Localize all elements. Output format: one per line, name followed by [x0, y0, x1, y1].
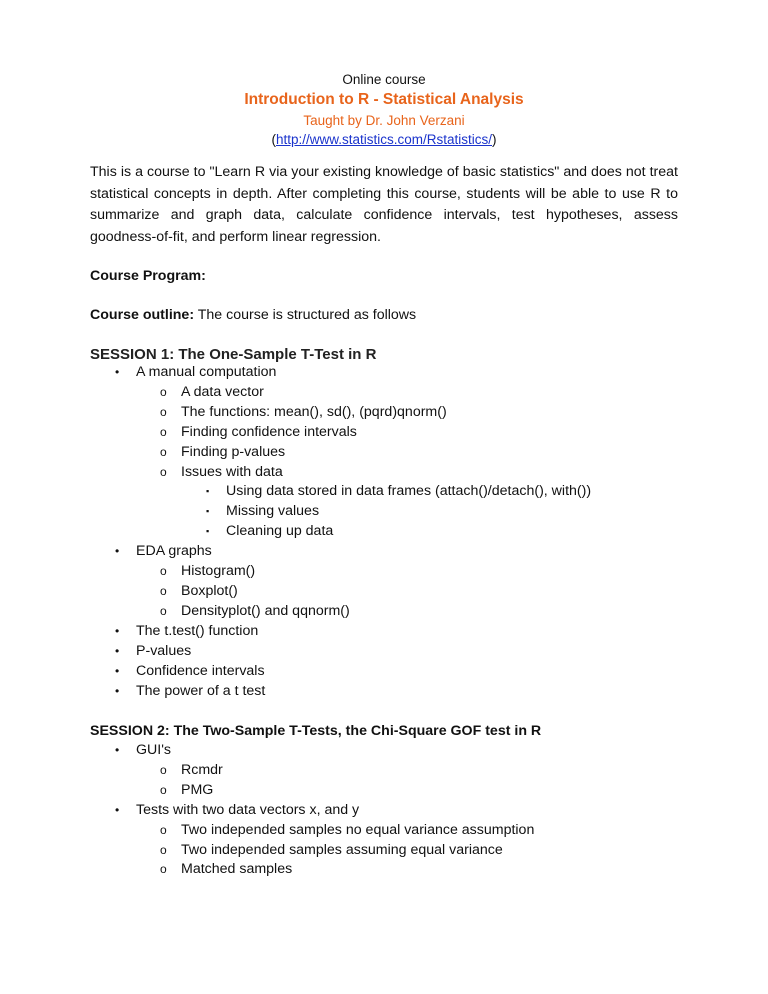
list-item-label: Finding p-values — [181, 443, 286, 460]
list-item — [136, 821, 690, 841]
program-heading: Course Program: — [90, 268, 206, 284]
list-item-label: Tests with two data vectors x, and y — [136, 801, 360, 818]
circle-bullet-icon: o — [160, 444, 167, 459]
outline-label: Course outline: — [90, 307, 195, 323]
list-item — [136, 602, 690, 622]
list-item-label: Rcmdr — [181, 761, 223, 778]
intro-paragraph: This is a course to "Learn R via your existing knowledge of basic statistics" and does not treat statistical concepts in depth. After completing this course, students will be able to use R to summarize and graph data, calculate confidence intervals, test hypotheses, assess goodness-of-fit, and perform linear regression. — [90, 164, 678, 245]
sublist — [136, 821, 690, 881]
circle-bullet-icon: o — [160, 603, 167, 618]
list-item — [90, 741, 690, 801]
circle-bullet-icon: o — [160, 782, 167, 797]
list-item — [136, 841, 690, 861]
list-item-label: Histogram() — [181, 563, 256, 580]
session2-topics — [90, 741, 690, 880]
list-item-label: The power of a t test — [136, 682, 266, 699]
square-bullet-icon: ▪ — [206, 486, 210, 497]
list-item — [136, 443, 690, 463]
list-item — [90, 682, 690, 702]
list-item-label: PMG — [181, 781, 214, 798]
list-item-label: EDA graphs — [136, 543, 212, 560]
session2-heading: SESSION 2: The Two-Sample T-Tests, the Chi-Square GOF test in R — [90, 723, 542, 739]
instructor-line: Taught by Dr. John Verzani — [303, 113, 465, 128]
course-url-link[interactable]: http://www.statistics.com/Rstatistics/ — [275, 132, 493, 147]
list-item-label: Boxplot() — [181, 582, 238, 599]
session1-heading: SESSION 1: The One-Sample T-Test in R — [90, 346, 377, 363]
header-kicker: Online course — [342, 72, 426, 87]
list-item — [136, 383, 690, 403]
bullet-icon: • — [115, 365, 120, 379]
list-item-label: Missing values — [226, 503, 320, 520]
course-title: Introduction to R - Statistical Analysis — [244, 91, 524, 108]
circle-bullet-icon: o — [160, 862, 167, 877]
url-open-paren: ( — [271, 132, 276, 147]
list-item — [90, 642, 690, 662]
bullet-icon: • — [115, 743, 120, 757]
list-item — [136, 582, 690, 602]
list-item-label: Cleaning up data — [226, 523, 334, 540]
list-item-label: A data vector — [181, 383, 264, 400]
list-item — [181, 522, 690, 542]
list-item-label: Finding confidence intervals — [181, 423, 357, 440]
list-item — [136, 860, 690, 880]
url-close-paren: ) — [492, 132, 497, 147]
sublist — [136, 383, 690, 542]
list-item — [90, 363, 690, 542]
session1-topics — [90, 363, 690, 701]
circle-bullet-icon: o — [160, 384, 167, 399]
circle-bullet-icon: o — [160, 404, 167, 419]
bullet-icon: • — [115, 802, 120, 817]
bullet-icon: • — [115, 663, 120, 678]
list-item — [181, 502, 690, 522]
list-item — [90, 622, 690, 642]
circle-bullet-icon: o — [160, 822, 167, 837]
bullet-icon: • — [115, 544, 120, 559]
circle-bullet-icon: o — [160, 564, 167, 579]
list-item-label: The functions: mean(), sd(), (pqrd)qnorm() — [181, 403, 447, 420]
list-item — [90, 542, 690, 622]
list-item — [136, 423, 690, 443]
list-item-label: Issues with data — [181, 463, 283, 480]
list-item-label: Using data stored in data frames (attach()/detach(), with()) — [226, 483, 592, 500]
list-item — [90, 662, 690, 682]
list-item-label: Confidence intervals — [136, 662, 265, 679]
session1-list — [90, 363, 690, 701]
course-header — [0, 70, 768, 149]
list-item — [181, 482, 690, 502]
list-item — [90, 801, 690, 881]
list-item — [136, 562, 690, 582]
sublist — [136, 761, 690, 801]
list-item-label: Two independed samples assuming equal variance — [181, 841, 503, 858]
session2-list — [90, 741, 690, 880]
circle-bullet-icon: o — [160, 842, 167, 857]
list-item-label: GUI's — [136, 742, 172, 758]
list-item — [136, 761, 690, 781]
bullet-icon: • — [115, 643, 120, 658]
sublist — [181, 482, 690, 542]
bullet-icon: • — [115, 623, 120, 638]
sublist — [136, 562, 690, 622]
list-item-label: The t.test() function — [136, 622, 259, 639]
square-bullet-icon: ▪ — [206, 526, 210, 537]
circle-bullet-icon: o — [160, 424, 167, 439]
list-item-label: A manual computation — [136, 364, 277, 380]
list-item — [136, 403, 690, 423]
list-item — [136, 781, 690, 801]
list-item-label: Two independed samples no equal variance assumption — [181, 821, 535, 838]
list-item — [136, 463, 690, 543]
outline-line — [90, 305, 416, 325]
circle-bullet-icon: o — [160, 762, 167, 777]
list-item-label: Densityplot() and qqnorm() — [181, 602, 350, 619]
circle-bullet-icon: o — [160, 583, 167, 598]
outline-text: The course is structured as follows — [194, 307, 417, 323]
square-bullet-icon: ▪ — [206, 506, 210, 517]
list-item-label: P-values — [136, 642, 192, 659]
circle-bullet-icon: o — [160, 464, 167, 479]
list-item-label: Matched samples — [181, 861, 293, 878]
course-url-line — [0, 130, 768, 149]
bullet-icon: • — [115, 683, 120, 698]
